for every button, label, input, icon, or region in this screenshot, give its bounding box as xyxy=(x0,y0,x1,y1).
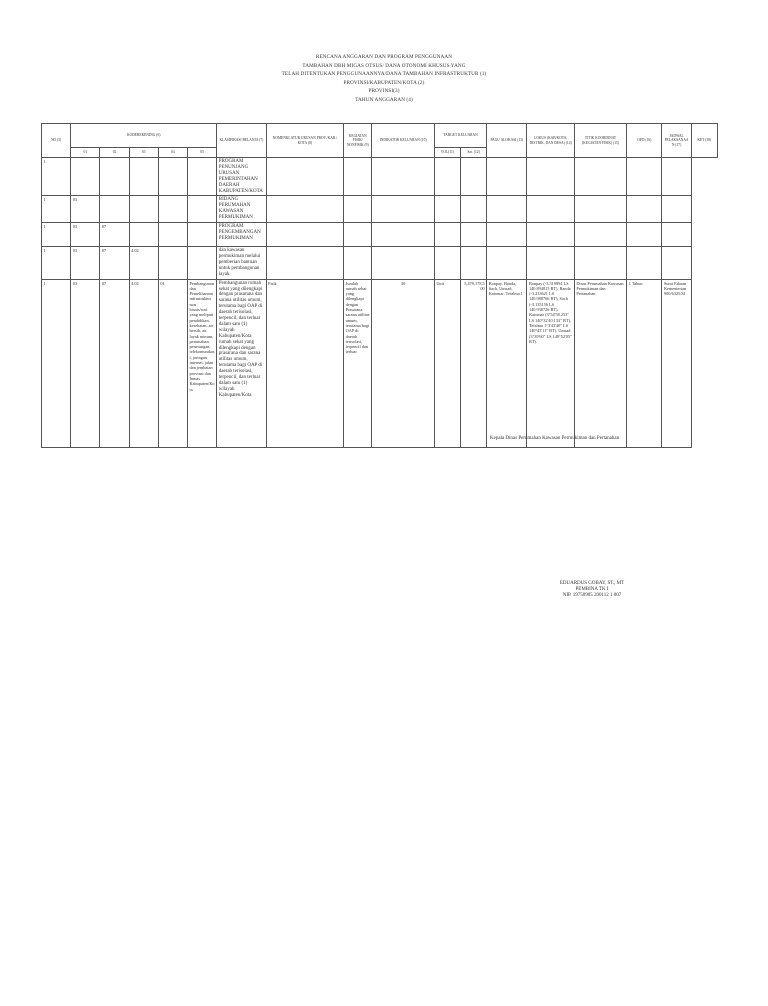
detail-c3: 07 xyxy=(100,279,129,447)
detail-kegiatan: Fisik xyxy=(266,279,344,447)
header-sub-04: 04 xyxy=(158,148,187,158)
title-line-3: TELAH DITENTUKAN PENGGUNAANNYA/DANA TAMBAHAN INFRASTRUKTUR (1) xyxy=(281,71,487,78)
detail-lokus-text: Bonpay, Bonda, Sach, Umsad, Kaiomar, Tefalma xyxy=(488,280,520,297)
title-line-2: TAMBAHAN DBH MIGAS OTSUS/ DANA OTONOMI KHUSUS YANG xyxy=(302,62,466,69)
table-row xyxy=(42,279,718,447)
row-4-c2: 03 xyxy=(71,247,100,280)
detail-nomenklatur: Pembangunan rumah sehat yang dilengkapi dengan prasarana dan sarana utilitas umum, terutama bagi OAP di daerah terisolasi, terpencil, dan terluar dalam satu (1) wilayah Kabupaten/Kota rumah sehat yang dilengkapi dengan prasarana dan sarana utilitas umum, terutama bagi OAP di daerah terisolasi, terpencil, dan terluar dalam satu (1) wilayah Kabupaten/Kota xyxy=(217,279,266,447)
row-1-klasifikasi xyxy=(188,158,217,196)
table-row xyxy=(42,196,718,223)
header-jadwal: JADWAL PELAKSANAAN (17) xyxy=(662,124,691,158)
row-4-c5 xyxy=(158,247,187,280)
title-line-6: TAHUN ANGGARAN (4) xyxy=(355,96,413,103)
row-1-c4 xyxy=(129,158,158,196)
title-line-4: PROVINSI/KABUPATEN/KOTA (2) xyxy=(343,79,425,86)
signature-block xyxy=(537,581,647,600)
table-row xyxy=(42,223,718,247)
row-1-c2 xyxy=(71,158,100,196)
detail-c2: 03 xyxy=(71,279,100,447)
row-1-c1: 1 xyxy=(42,158,71,196)
table-header xyxy=(42,124,718,158)
header-volume: VOL(11) xyxy=(434,148,460,158)
row-3-c1: 1 xyxy=(42,223,71,247)
document-title-block xyxy=(0,53,768,105)
signature-nip: NIP. 19750905 200112 1 007 xyxy=(562,593,622,599)
header-kode-rekening: KODEREKENING (6) xyxy=(71,124,217,148)
detail-c4: 4.02 xyxy=(129,279,158,447)
row-4-nomenklatur: dan kawasan permukiman melalui pemberian bantuan untuk pembangunan layak xyxy=(217,247,266,280)
table-row xyxy=(42,158,718,196)
title-line-1: RENCANA ANGGARAN DAN PROGRAM PENGGUNAAN xyxy=(315,54,453,60)
header-ket: KET (18) xyxy=(691,124,717,158)
header-no: NO (5) xyxy=(42,124,71,158)
header-lokus: LOKUS (KAB/KOTA, DISTRIK, DAN DESA) (14) xyxy=(527,124,574,158)
row-3-klasifikasi xyxy=(188,223,217,247)
signature-rank: PEMBINA TK I xyxy=(575,587,609,593)
table-row xyxy=(42,247,718,280)
detail-c1: 1 xyxy=(42,279,71,447)
row-2-c2: 03 xyxy=(71,196,100,223)
detail-lokus xyxy=(487,279,527,447)
detail-indikator: Jumlah rumah sehat yang dilengkapi dengan Prasarana sarana utilitas umum, terutama bagi OAP di daerah terisolasi, terpencil dan terluar xyxy=(344,279,372,447)
header-kegiatan: KEGIATAN FISIK/ NONFISIK (9) xyxy=(344,124,372,158)
row-2-c1: 1 xyxy=(42,196,71,223)
row-2-c5 xyxy=(158,196,187,223)
row-3-c4 xyxy=(129,223,158,247)
row-1-c5 xyxy=(158,158,187,196)
detail-pagu: 5,479,178,500 xyxy=(461,279,487,447)
detail-opd: Dinas Perumahan Kawasan Permukiman dan Pertanahan xyxy=(574,279,626,447)
row-3-nomenklatur: PROGRAM PENGEMBANGAN PERMUKIMAN xyxy=(217,223,266,247)
row-4-c4: 4.02 xyxy=(129,247,158,280)
header-titik: TITIK KOORDINAT (KEGIATAN FISIK) (15) xyxy=(574,124,626,158)
signature-name: EDUARDUS GOBAY, ST., MT xyxy=(559,581,625,586)
row-3-c2: 03 xyxy=(71,223,100,247)
detail-satuan: Unit xyxy=(434,279,460,447)
detail-c5: 01 xyxy=(158,279,187,447)
row-2-klasifikasi xyxy=(188,196,217,223)
header-sub-03: 03 xyxy=(129,148,158,158)
header-target: TARGET KELUARAN xyxy=(434,124,486,148)
row-2-nomenklatur: BIDANG PERUMAHAN KAWASAN PERMUKIMAN xyxy=(217,196,266,223)
budget-table xyxy=(41,123,718,448)
row-1-nomenklatur: PROGRAM PENUNJANG URUSAN PEMERINTAHAN DAERAH KABUPATEN/KOTA xyxy=(217,158,266,196)
row-3-c5 xyxy=(158,223,187,247)
detail-klasifikasi: Pembangunan dan Pemeliharaan infrastruktur non bisnis/sosi yang meliputi pendidikan, kesehatan, air bersih, air layak minum, perumahan, penerangan, telekomunikasi, jaringan internet, jalan dan jembatan provinsi dan Inmas Kabupaten/Kota xyxy=(188,279,217,447)
row-4-klasifikasi xyxy=(188,247,217,280)
header-satuan: Sat. (12) xyxy=(461,148,487,158)
row-2-c4 xyxy=(129,196,158,223)
row-2-c3 xyxy=(100,196,129,223)
header-indikator: INDIKATOR KELUARAN (10) xyxy=(372,124,434,158)
title-line-5: PROVINSI(3) xyxy=(368,88,400,95)
detail-volume: 30 xyxy=(372,279,434,447)
row-3-c3: 07 xyxy=(100,223,129,247)
detail-jadwal: 1 Tahun xyxy=(627,279,662,447)
header-nomenklatur: NOMENKLATUR URUSAN PROV./KAB./ KOTA (8) xyxy=(266,124,344,158)
detail-ket: Surat Edaran Kementerian 900/6325/SJ xyxy=(662,279,691,447)
detail-lokus-suffix: I xyxy=(520,291,523,297)
header-pagu: PAGU ALOKASI (13) xyxy=(487,124,527,158)
row-4-c3: 07 xyxy=(100,247,129,280)
signature-title: Kepala Dinas Perumahan Kawasan Permukiman dan Pertanahan xyxy=(490,436,620,441)
header-sub-05: 05 xyxy=(188,148,217,158)
header-sub-02: 02 xyxy=(100,148,129,158)
detail-titik-koordinat: Bonpay (-3.319894 LS 140.894815 BT), Banda (-3.233621 LS 140.988766 BT), Sach (-3.135156 LS 140.938726 BT), Kaiomar (3°54'58.253" LS 140°32'40.133" BT), Tefalma 1°3'43'40" LS 140°43'11" BT), Umsad (3°39'60" LS 140°52'05" BT). xyxy=(527,279,574,447)
header-opd: OPD (16) xyxy=(627,124,662,158)
row-4-c1: 1 xyxy=(42,247,71,280)
row-1-c3 xyxy=(100,158,129,196)
header-klasifikasi: KLASIFIKASI BELANJA (7) xyxy=(217,124,266,158)
header-sub-01: 01 xyxy=(71,148,100,158)
